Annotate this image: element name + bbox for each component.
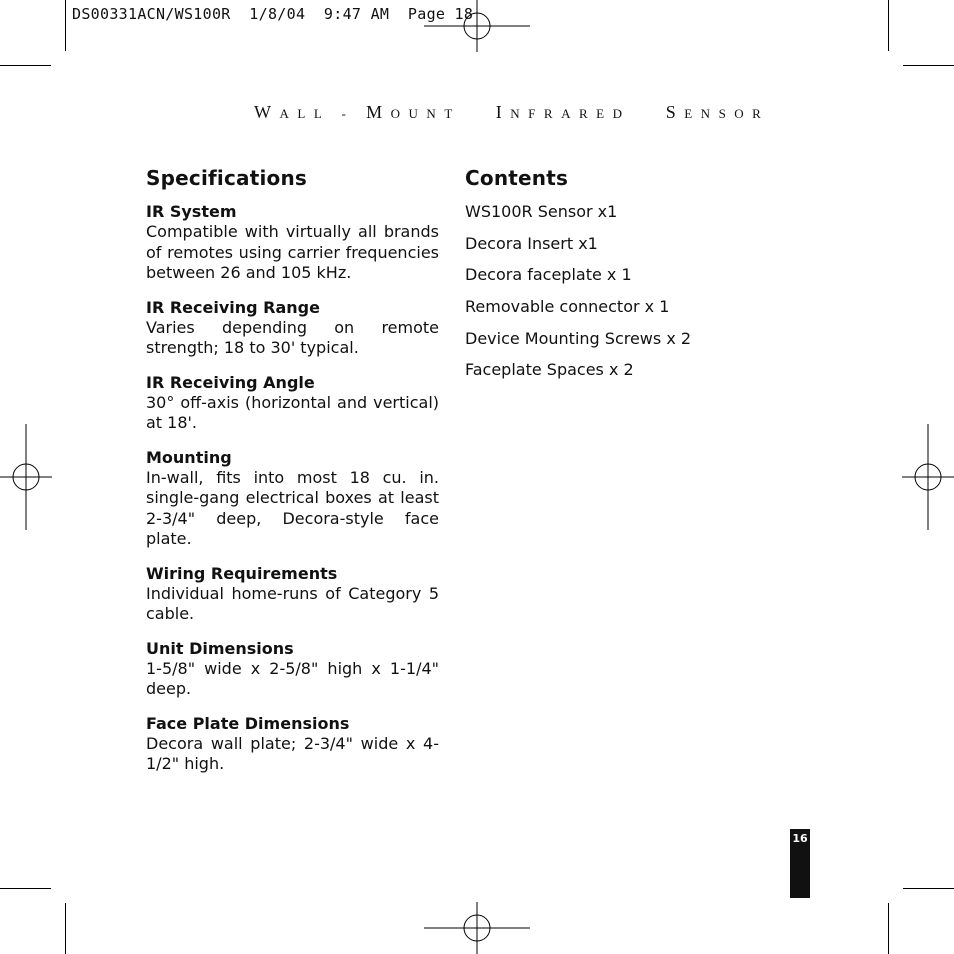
spec-heading: IR Receiving Angle	[146, 372, 315, 392]
spec-item	[146, 202, 439, 284]
contents-item: Device Mounting Screws x 2	[465, 328, 692, 348]
contents-item: Decora Insert x1	[465, 233, 598, 253]
contents-item: Decora faceplate x 1	[465, 265, 632, 285]
spec-item	[146, 373, 439, 434]
printer-slug: DS00331ACN/WS100R 1/8/04 9:47 AM Page 18	[72, 5, 474, 23]
crop-mark-top-right-vertical	[888, 0, 889, 51]
registration-mark-left	[0, 424, 52, 530]
running-head-word: WALL	[254, 102, 330, 122]
registration-mark-right	[902, 424, 954, 530]
contents-title: Contents	[465, 166, 569, 190]
spec-heading: IR System	[146, 202, 237, 221]
spec-body: 30° off-axis (horizontal and vertical) at 18'.	[146, 392, 439, 432]
running-head-word: INFRARED	[495, 102, 631, 122]
contents-item: Removable connector x 1	[465, 297, 670, 317]
specifications-section	[146, 166, 439, 789]
registration-mark-top	[424, 0, 530, 52]
running-head-separator: -	[341, 106, 355, 121]
spec-heading: Wiring Requirements	[146, 563, 338, 583]
spec-item	[146, 298, 439, 359]
spec-body: Compatible with virtually all brands of remotes using carrier frequencies between 26 and 105 kHz.	[146, 222, 439, 282]
crop-mark-top-right-horizontal	[903, 65, 954, 66]
spec-item	[146, 564, 439, 625]
spec-body: Decora wall plate; 2-3/4" wide x 4-1/2" high.	[146, 733, 439, 773]
spec-item	[146, 639, 439, 700]
page-number-tab	[790, 829, 810, 898]
crop-mark-bottom-left-vertical	[65, 903, 66, 954]
contents-item: WS100R Sensor x1	[465, 202, 618, 221]
running-head-word: MOUNT	[366, 102, 461, 122]
crop-mark-bottom-right-vertical	[888, 903, 889, 954]
spec-heading: IR Receiving Range	[146, 297, 320, 317]
contents-section	[465, 166, 765, 392]
spec-body: 1-5/8" wide x 2-5/8" high x 1-1/4" deep.	[146, 658, 439, 698]
running-head-word: SENSOR	[665, 102, 770, 122]
crop-mark-bottom-left-horizontal	[0, 888, 51, 889]
spec-item	[146, 448, 439, 550]
spec-heading: Face Plate Dimensions	[146, 713, 350, 733]
spec-body: Individual home-runs of Category 5 cable.	[146, 583, 439, 623]
page-number: 16	[792, 832, 808, 845]
crop-mark-top-left-vertical	[65, 0, 66, 51]
spec-item	[146, 714, 439, 775]
registration-mark-bottom	[424, 902, 530, 954]
spec-body: Varies depending on remote strength; 18 to 30' typical.	[146, 317, 439, 357]
running-head	[254, 102, 769, 123]
spec-body: In-wall, fits into most 18 cu. in. single-gang electrical boxes at least 2-3/4" deep, Decora-style face plate.	[146, 467, 439, 548]
crop-mark-bottom-right-horizontal	[903, 888, 954, 889]
spec-heading: Mounting	[146, 447, 232, 467]
spec-heading: Unit Dimensions	[146, 638, 294, 658]
specifications-title: Specifications	[146, 166, 308, 190]
contents-item: Faceplate Spaces x 2	[465, 360, 634, 380]
crop-mark-top-left-horizontal	[0, 65, 51, 66]
